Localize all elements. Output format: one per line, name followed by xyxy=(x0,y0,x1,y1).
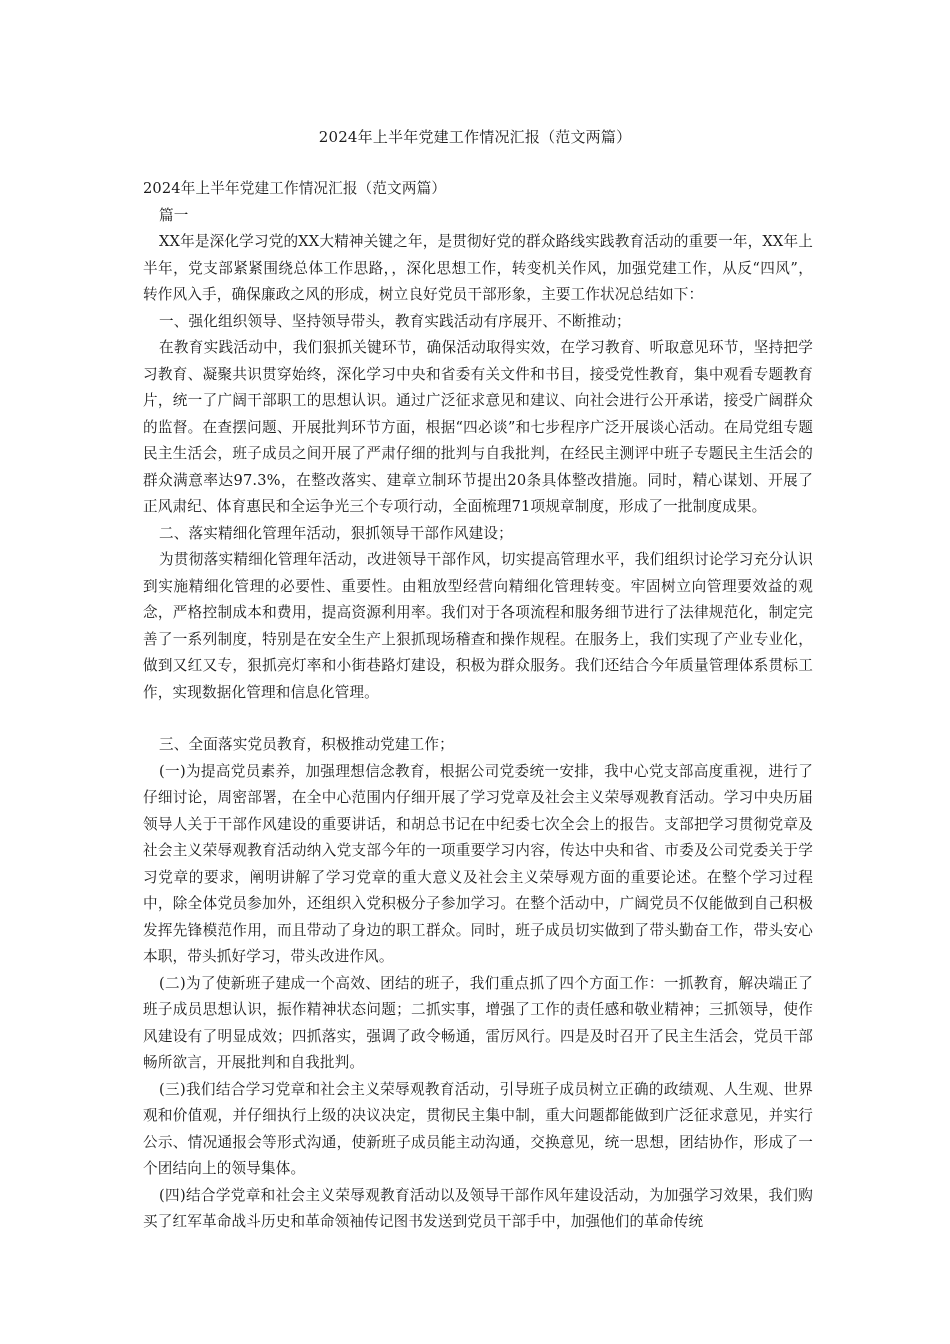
paragraph-section-3-item-1: (一)为提高党员素养，加强理想信念教育，根据公司党委统一安排，我中心党支部高度重视，进行了仔细讨论，周密部署，在全中心范围内仔细开展了学习党章及社会主义荣辱观教育活动。学习中央历届领导人关于干部作风建设的重要讲话，和胡总书记在中纪委七次全会上的报告。支部把学习贯彻党章及社会主义荣辱观教育活动纳入党支部今年的一项重要学习内容，传达中央和省、市委及公司党委关于学习党章的要求，阐明讲解了学习党章的重大意义及社会主义荣辱观方面的重要论述。在整个学习过程中，除全体党员参加外，还组织入党积极分子参加学习。在整个活动中，广阔党员不仅能做到自己积极发挥先锋模范作用，而且带动了身边的职工群众。同时，班子成员切实做到了带头勤奋工作，带头安心本职，带头抓好学习，带头改进作风。 xyxy=(143,762,813,965)
paragraph-section-3-item-4: (四)结合学党章和社会主义荣辱观教育活动以及领导干部作风年建设活动，为加强学习效果，我们购买了红军革命战斗历史和革命领袖传记图书发送到党员干部手中，加强他们的革命传统 xyxy=(143,1186,813,1230)
part-label: 篇一 xyxy=(159,206,189,224)
section-heading-1: 一、强化组织领导、坚持领导带头，教育实践活动有序展开、不断推动； xyxy=(159,312,631,330)
section-heading-3: 三、全面落实党员教育，积极推动党建工作； xyxy=(159,736,454,753)
paragraph-section-1: 在教育实践活动中，我们狠抓关键环节，确保活动取得实效，在学习教育、听取意见环节，坚持把学习教育、凝聚共识贯穿始终，深化学习中央和省委有关文件和书目，接受党性教育，集中观看专题教育片，统一了广阔干部职工的思想认识。通过广泛征求意见和建议、向社会进行公开承诺，接受广阔群众的监督。在查摆问题、开展批判环节方面，根据“四必谈”和七步程序广泛开展谈心活动。在局党组专题民主生活会，班子成员之间开展了严肃仔细的批判与自我批判，在经民主测评中班子专题民主生活会的群众满意率达97.3%，在整改落实、建章立制环节提出20条具体整改措施。同时，精心谋划、开展了正风肃纪、体育惠民和全运争光三个专项行动，全面梳理71项规章制度，形成了一批制度成果。 xyxy=(143,339,813,515)
paragraph-section-3-item-3: (三)我们结合学习党章和社会主义荣辱观教育活动，引导班子成员树立正确的政绩观、人生观、世界观和价值观，并仔细执行上级的决议决定，贯彻民主集中制，重大问题都能做到广泛征求意见，并实行公示、情况通报会等形式沟通，使新班子成员能主动沟通，交换意见，统一思想，团结协作，形成了一个团结向上的领导集体。 xyxy=(143,1080,813,1177)
document-body xyxy=(143,176,813,1236)
paragraph-intro: XX年是深化学习党的XX大精神关键之年，是贯彻好党的群众路线实践教育活动的重要一年，XX年上半年，党支部紧紧围绕总体工作思路，，深化思想工作，转变机关作风，加强党建工作，从反“四风”，转作风入手，确保廉政之风的形成，树立良好党员干部形象，主要工作状况总结如下： xyxy=(143,233,813,303)
document-subtitle: 2024年上半年党建工作情况汇报（范文两篇） xyxy=(143,180,447,197)
paragraph-section-2: 为贯彻落实精细化管理年活动，改进领导干部作风，切实提高管理水平，我们组织讨论学习充分认识到实施精细化管理的必要性、重要性。由粗放型经营向精细化管理转变。牢固树立向管理要效益的观念，严格控制成本和费用，提高资源利用率。我们对于各项流程和服务细节进行了法律规范化，制定完善了一系列制度，特别是在安全生产上狠抓现场稽查和操作规程。在服务上，我们实现了产业专业化，做到又红又专，狠抓亮灯率和小街巷路灯建设，积极为群众服务。我们还结合今年质量管理体系贯标工作，实现数据化管理和信息化管理。 xyxy=(143,551,813,701)
paragraph-gap xyxy=(143,706,813,732)
document-title: 2024年上半年党建工作情况汇报（范文两篇） xyxy=(318,128,632,146)
section-heading-2: 二、落实精细化管理年活动，狠抓领导干部作风建设； xyxy=(159,524,513,542)
paragraph-section-3-item-2: (二)为了使新班子建成一个高效、团结的班子，我们重点抓了四个方面工作：一抓教育，解决端正了班子成员思想认识，振作精神状态问题；二抓实事，增强了工作的责任感和敬业精神；三抓领导，使作风建设有了明显成效；四抓落实，强调了政令畅通，雷厉风行。四是及时召开了民主生活会，党员干部畅所欲言，开展批判和自我批判。 xyxy=(143,974,813,1071)
